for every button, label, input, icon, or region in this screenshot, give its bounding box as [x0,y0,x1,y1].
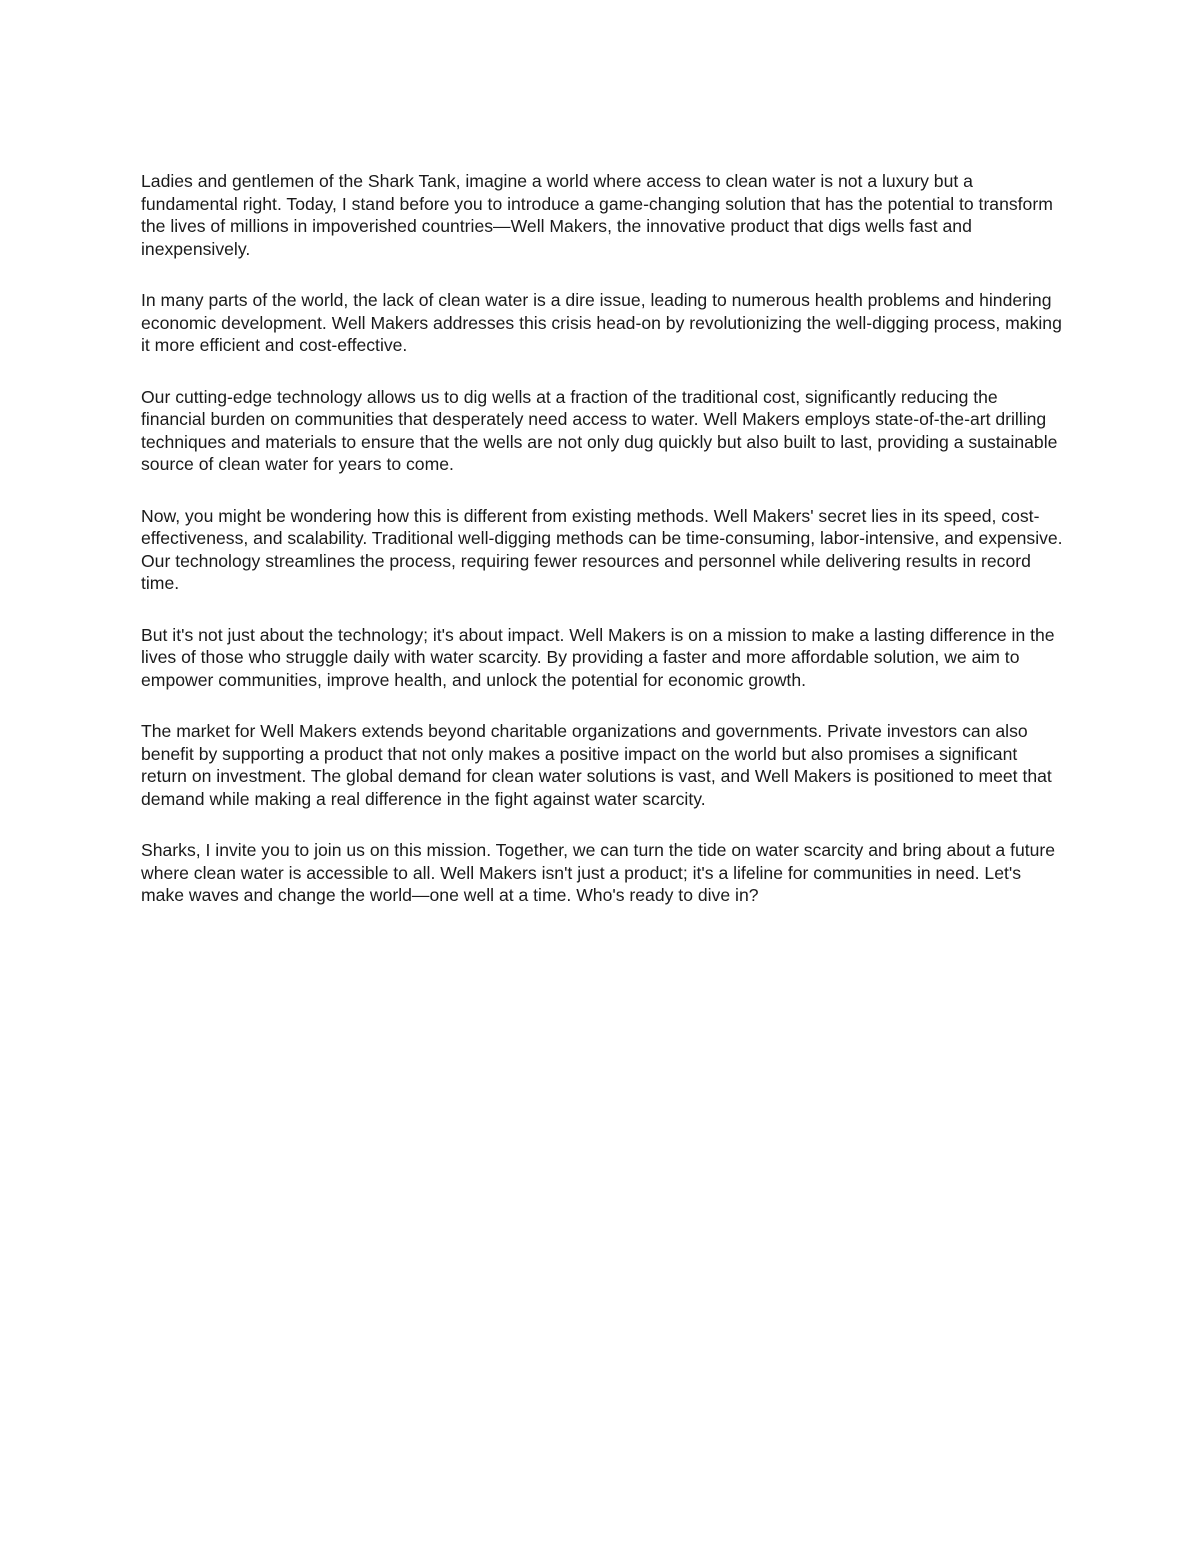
paragraph-intro: Ladies and gentlemen of the Shark Tank, imagine a world where access to clean water is not a luxury but a fundamental right. Today, I stand before you to introduce a game-changing solution that has the potential to transform the lives of millions in impoverished countries—Well Makers, the innovative product that digs wells fast and inexpensively. [141,171,1053,259]
document-body [141,170,1063,936]
paragraph-closing: Sharks, I invite you to join us on this mission. Together, we can turn the tide on water scarcity and bring about a future where clean water is accessible to all. Well Makers isn't just a product; it's a lifeline for communities in need. Let's make waves and change the world—one well at a time. Who's ready to dive in? [141,840,1056,905]
paragraph-technology: Our cutting-edge technology allows us to dig wells at a fraction of the traditional cost, significantly reducing the financial burden on communities that desperately need access to water. Well Makers employs state-of-the-art drilling techniques and materials to ensure that the wells are not only dug quickly but also built to last, providing a sustainable source of clean water for years to come. [141,386,1058,474]
paragraph-impact: But it's not just about the technology; it's about impact. Well Makers is on a mission to make a lasting difference in the lives of those who struggle daily with water scarcity. By providing a faster and more affordable solution, we aim to empower communities, improve health, and unlock the potential for economic growth. [141,624,1055,690]
paragraph-market: The market for Well Makers extends beyond charitable organizations and governments. Private investors can also benefit by supporting a product that not only makes a positive impact on the world but also promises a significant return on investment. The global demand for clean water solutions is vast, and Well Makers is positioned to meet that demand while making a real difference in the fight against water scarcity. [141,721,1052,809]
paragraph-differentiation: Now, you might be wondering how this is different from existing methods. Well Makers' secret lies in its speed, cost-effectiveness, and scalability. Traditional well-digging methods can be time-consuming, labor-intensive, and expensive. Our technology streamlines the process, requiring fewer resources and personnel while delivering results in record time. [141,505,1063,593]
paragraph-problem: In many parts of the world, the lack of clean water is a dire issue, leading to numerous health problems and hindering economic development. Well Makers addresses this crisis head-on by revolutionizing the well-digging process, making it more efficient and cost-effective. [141,290,1062,355]
